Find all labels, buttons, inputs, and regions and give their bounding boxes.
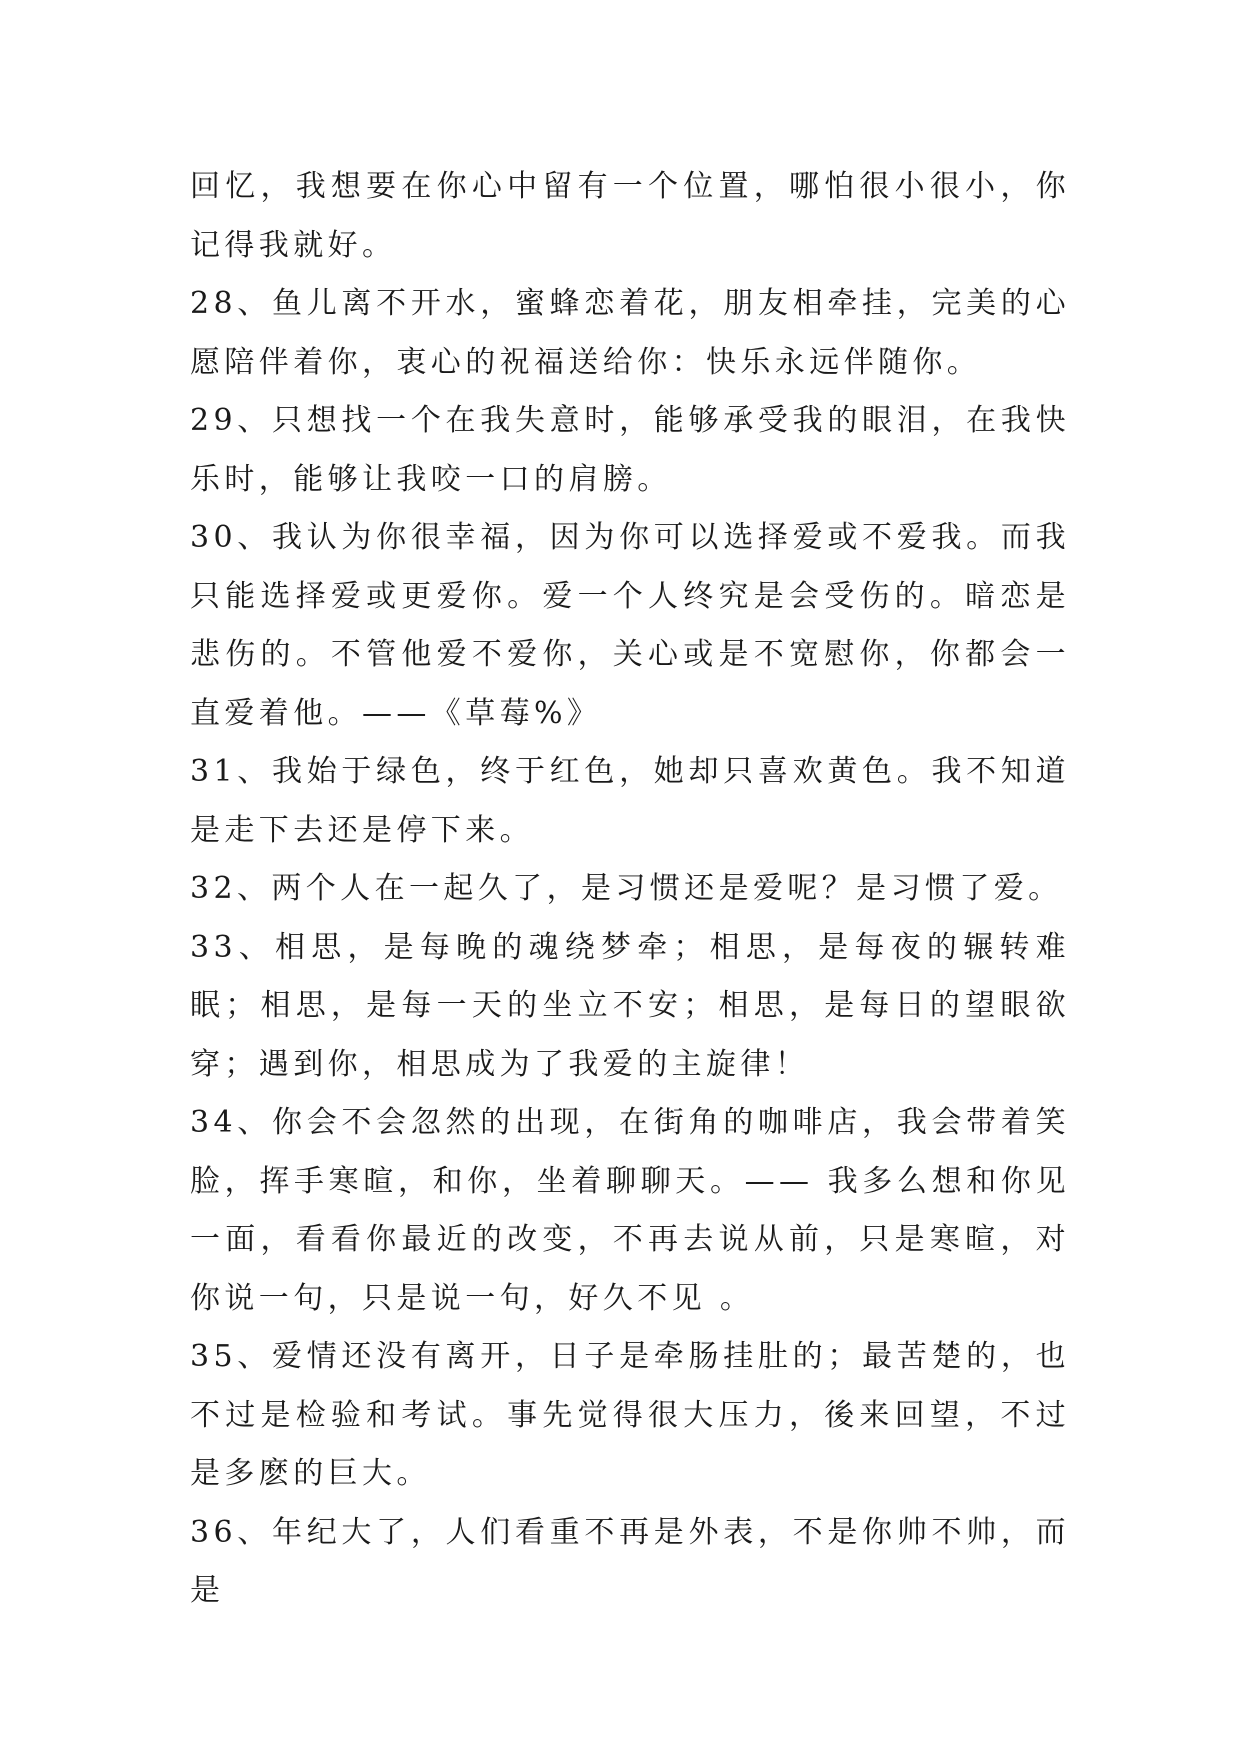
paragraph-32: 32、两个人在一起久了，是习惯还是爱呢？是习惯了爱。 [190, 871, 1063, 906]
paragraph-36: 36、年纪大了，人们看重不再是外表，不是你帅不帅，而是 [190, 1514, 1070, 1608]
paragraph-31: 31、我始于绿色，终于红色，她却只喜欢黄色。我不知道是走下去还是停下来。 [190, 754, 1070, 848]
paragraph-34: 34、你会不会忽然的出现，在街角的咖啡店，我会带着笑脸，挥手寒暄，和你，坐着聊聊天。—— 我多么想和你见一面，看看你最近的改变，不再去说从前，只是寒暄，对你说一句，只是说一句，好久不见 。 [190, 1105, 1070, 1316]
paragraph-29: 29、只想找一个在我失意时，能够承受我的眼泪，在我快乐时，能够让我咬一口的肩膀。 [190, 403, 1070, 497]
paragraph-30: 30、我认为你很幸福，因为你可以选择爱或不爱我。而我只能选择爱或更爱你。爱一个人终究是会受伤的。暗恋是悲伤的。不管他爱不爱你，关心或是不宽慰你，你都会一直爱着他。——《草莓%》 [190, 520, 1070, 731]
paragraph-33: 33、相思，是每晚的魂绕梦牵；相思，是每夜的辗转难眠；相思，是每一天的坐立不安；相思，是每日的望眼欲穿；遇到你，相思成为了我爱的主旋律！ [190, 929, 1070, 1082]
paragraph-continuation: 回忆，我想要在你心中留有一个位置，哪怕很小很小，你记得我就好。 [190, 169, 1070, 263]
paragraph-35: 35、爱情还没有离开，日子是牵肠挂肚的；最苦楚的，也不过是检验和考试。事先觉得很大压力，後来回望，不过是多麽的巨大。 [190, 1339, 1070, 1491]
document-body [190, 158, 1070, 1621]
paragraph-28: 28、鱼儿离不开水，蜜蜂恋着花，朋友相牵挂，完美的心愿陪伴着你，衷心的祝福送给你：快乐永远伴随你。 [190, 286, 1070, 380]
